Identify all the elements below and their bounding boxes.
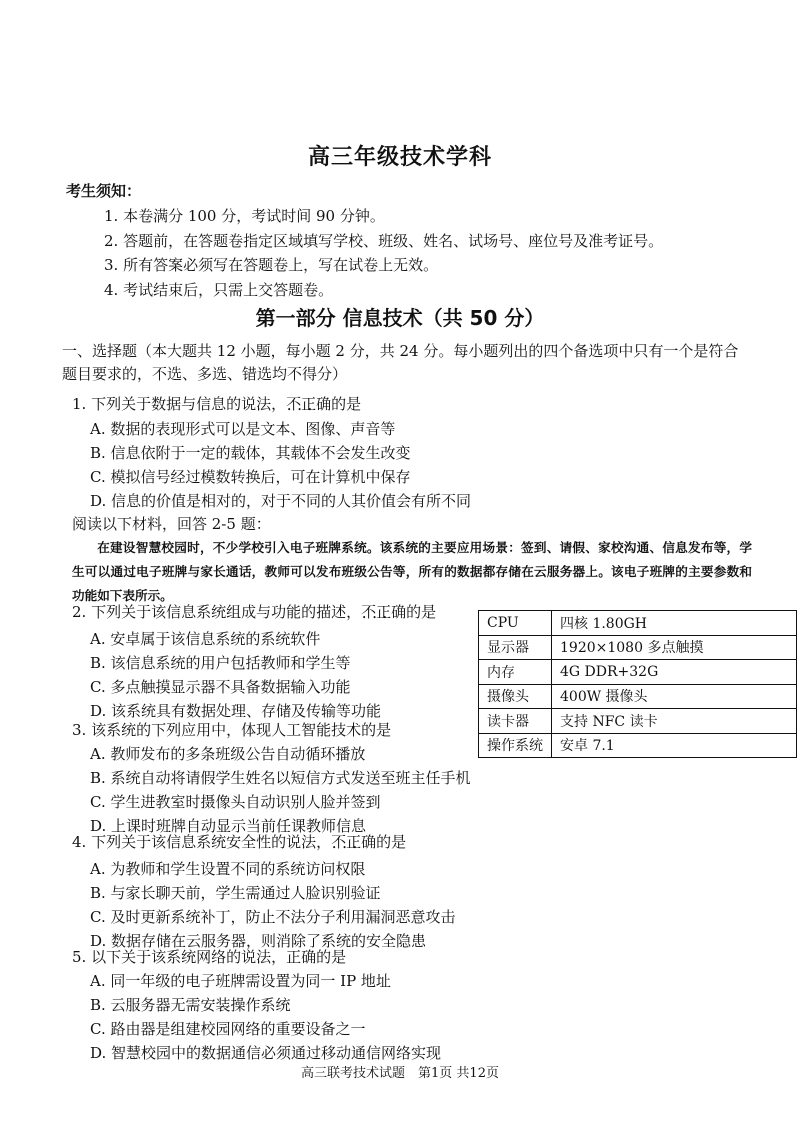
stem-text: 的是 (331, 395, 362, 413)
question-5-option: A. 同一年级的电子班牌需设置为同一 IP 地址 (90, 972, 391, 990)
question-5-option: B. 云服务器无需安装操作系统 (90, 996, 291, 1014)
question-2-option: A. 安卓属于该信息系统的系统软件 (90, 630, 321, 648)
spec-table (478, 610, 797, 758)
table-row (479, 709, 797, 734)
spec-value: 四核 1.80GH (552, 611, 797, 636)
table-row (479, 733, 797, 758)
emphasis-dots: 不正确 • • • (361, 601, 406, 622)
question-4-option: A. 为教师和学生设置不同的系统访问权限 (90, 860, 366, 878)
notice-item: 2. 答题前，在答题卷指定区域填写学校、班级、姓名、试场号、座位号及准考证号。 (104, 231, 664, 250)
stem-text: 1. 下列关于数据与信息的说法， (72, 395, 287, 413)
spec-key: 显示器 (479, 635, 552, 660)
emphasis-dots: 不正确 • • • (286, 393, 331, 414)
spec-value: 支持 NFC 读卡 (552, 709, 797, 734)
table-row (479, 684, 797, 709)
question-3-stem: 3. 该系统的下列应用中，体现人工智能技术的是 (72, 721, 392, 739)
table-row (479, 635, 797, 660)
question-3-option: A. 教师发布的多条班级公告自动循环播放 (90, 745, 366, 763)
stem-text: 的是 (376, 833, 407, 851)
spec-value: 4G DDR+32G (552, 660, 797, 685)
table-row (479, 660, 797, 685)
emphasis-dots: 不正确 • • • (331, 831, 376, 852)
notice-item: 4. 考试结束后，只需上交答题卷。 (104, 280, 334, 299)
reading-heading: 阅读以下材料，回答 2-5 题： (72, 515, 271, 533)
question-2-option: B. 该信息系统的用户包括教师和学生等 (90, 654, 351, 672)
question-5-stem: 5. 以下关于该系统网络的说法，正确的是 (72, 948, 347, 966)
question-1-option: D. 信息的价值是相对的，对于不同的人其价值会有所不同 (90, 492, 472, 510)
question-4-option: D. 数据存储在云服务器，则消除了系统的安全隐患 (90, 932, 427, 950)
spec-value: 400W 摄像头 (552, 684, 797, 709)
spec-value: 安卓 7.1 (552, 733, 797, 758)
question-2-option: C. 多点触摸显示器不具备数据输入功能 (90, 678, 351, 696)
spec-key: 摄像头 (479, 684, 552, 709)
question-2-stem (72, 601, 436, 622)
notice-heading: 考生须知： (66, 182, 142, 200)
stem-text: 2. 下列关于该信息系统组成与功能的描述， (72, 603, 362, 621)
question-3-option: B. 系统自动将请假学生姓名以短信方式发送至班主任手机 (90, 769, 471, 787)
reading-material: 在建设智慧校园时，不少学校引入电子班牌系统。该系统的主要应用场景：签到、请假、家校沟通、信息发布等，学生可以通过电子班牌与家长通话，教师可以发布班级公告等，所有的数据都存储在云服务器上。该电子班牌的主要参数和功能如下表所示。 (72, 540, 752, 603)
page-footer: 高三联考技术试题 第1页 共12页 (301, 1066, 499, 1081)
spec-key: 读卡器 (479, 709, 552, 734)
question-4-option: B. 与家长聊天前，学生需通过人脸识别验证 (90, 884, 381, 902)
spec-key: 内存 (479, 660, 552, 685)
page-title: 高三年级技术学科 (307, 145, 492, 170)
notice-item: 1. 本卷满分 100 分，考试时间 90 分钟。 (104, 207, 385, 225)
question-4-stem (72, 831, 406, 852)
spec-value: 1920×1080 多点触摸 (552, 635, 797, 660)
question-1-option: C. 模拟信号经过模数转换后，可在计算机中保存 (90, 468, 411, 486)
question-1-option: B. 信息依附于一定的载体，其载体不会发生改变 (90, 444, 411, 462)
section-heading: 一、选择题（本大题共 12 小题，每小题 2 分，共 24 分。每小题列出的四个备选项中只有一个是符合题目要求的，不选、多选、错选均不得分） (62, 342, 739, 383)
question-1-stem (72, 393, 361, 414)
table-row (479, 611, 797, 636)
stem-text: 4. 下列关于该信息系统安全性的说法， (72, 833, 332, 851)
notice-list (104, 204, 744, 302)
question-3-option: C. 学生进教室时摄像头自动识别人脸并签到 (90, 793, 381, 811)
question-5-option: C. 路由器是组建校园网络的重要设备之一 (90, 1020, 366, 1038)
question-3-option: D. 上课时班牌自动显示当前任课教师信息 (90, 817, 367, 835)
notice-item: 3. 所有答案必须写在答题卷上，写在试卷上无效。 (104, 256, 439, 274)
stem-text: 的是 (406, 603, 437, 621)
part-title: 第一部分 信息技术（共 50 分） (255, 306, 545, 330)
question-5-option: D. 智慧校园中的数据通信必须通过移动通信网络实现 (90, 1044, 442, 1062)
question-4-option: C. 及时更新系统补丁，防止不法分子利用漏洞恶意攻击 (90, 908, 456, 926)
question-1-option: A. 数据的表现形式可以是文本、图像、声音等 (90, 420, 396, 438)
spec-key: CPU (479, 611, 552, 636)
spec-key: 操作系统 (479, 733, 552, 758)
question-2-option: D. 该系统具有数据处理、存储及传输等功能 (90, 702, 382, 720)
